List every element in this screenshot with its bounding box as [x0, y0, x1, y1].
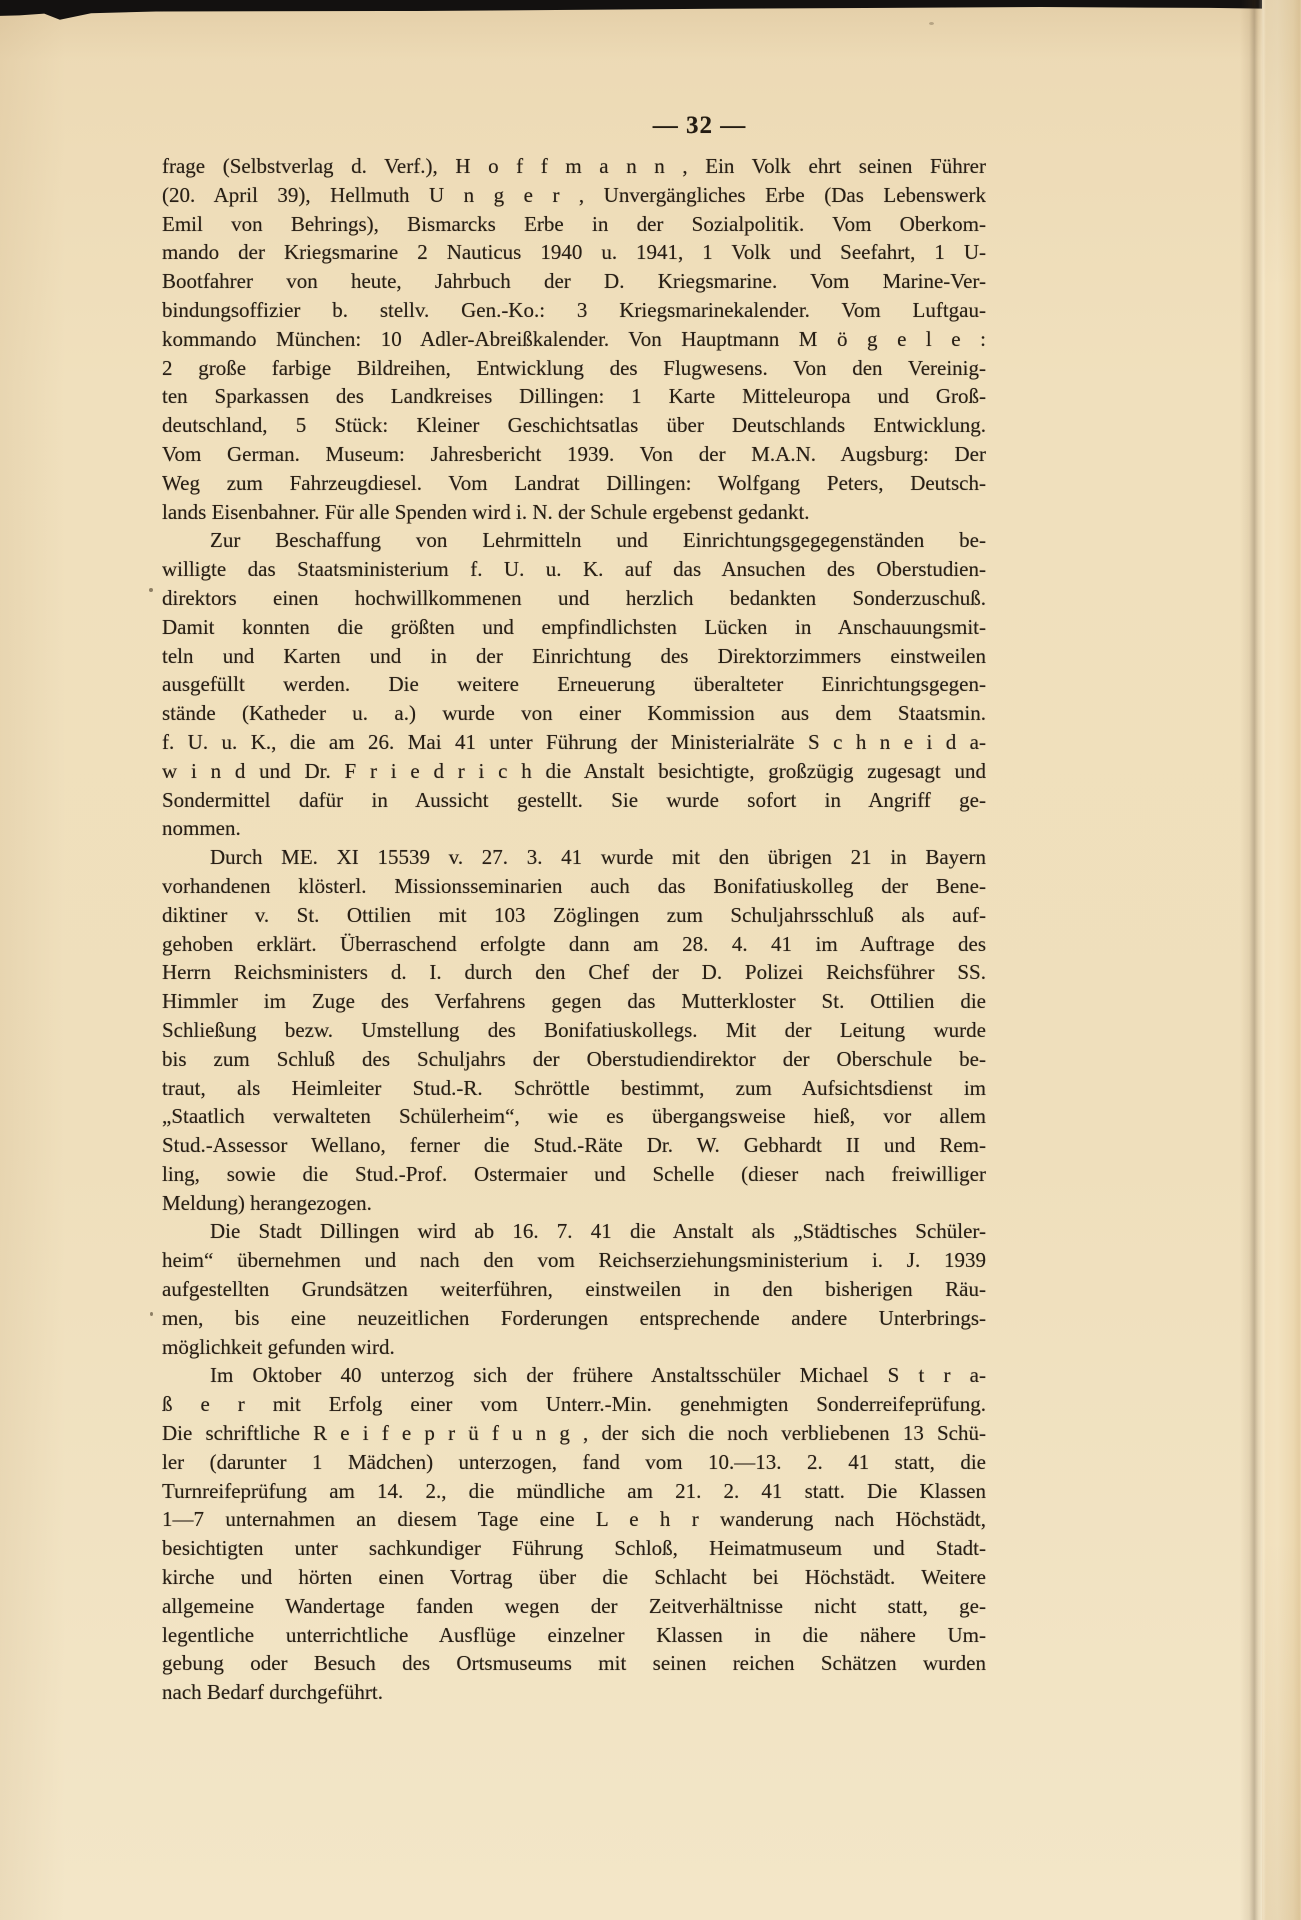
text-line: Die Stadt Dillingen wird ab 16. 7. 41 die Anstalt als „Städtisches Schüler- — [210, 1219, 986, 1244]
text-line: mando der Kriegsmarine 2 Nauticus 1940 u. 1941, 1 Volk und Seefahrt, 1 U- — [162, 240, 986, 265]
text-line: Damit konnten die größten und empfindlichsten Lücken in Anschauungsmit- — [162, 614, 986, 639]
text-line: Zur Beschaffung von Lehrmitteln und Einrichtungsgegegenständen be- — [210, 528, 986, 553]
text-line: w i n d und Dr. F r i e d r i c h die Anstalt besichtigte, großzügig zugesagt und — [162, 758, 986, 783]
text-line: Weg zum Fahrzeugdiesel. Vom Landrat Dillingen: Wolfgang Peters, Deutsch- — [162, 470, 986, 495]
text-line: Die schriftliche R e i f e p r ü f u n g , der sich die noch verbliebenen 13 Schü- — [162, 1421, 986, 1446]
text-line: Im Oktober 40 unterzog sich der frühere Anstaltsschüler Michael S t r a- — [210, 1363, 986, 1388]
text-line: frage (Selbstverlag d. Verf.), H o f f m a n n , Ein Volk ehrt seinen Führer — [162, 154, 986, 178]
text-line: ling, sowie die Stud.-Prof. Ostermaier und Schelle (dieser nach freiwilliger — [162, 1161, 986, 1186]
text-line: bindungsoffizier b. stellv. Gen.-Ko.: 3 Kriegsmarinekalender. Vom Luftgau- — [162, 297, 986, 322]
text-line: bis zum Schluß des Schuljahrs der Oberstudiendirektor der Oberschule be- — [162, 1046, 986, 1071]
text-line: men, bis eine neuzeitlichen Forderungen entsprechende andere Unterbrings- — [162, 1305, 986, 1330]
text-line: gehoben erklärt. Überraschend erfolgte dann am 28. 4. 41 im Auftrage des — [162, 931, 986, 956]
text-line: deutschland, 5 Stück: Kleiner Geschichtsatlas über Deutschlands Entwicklung. — [162, 413, 986, 438]
text-line: legentliche unterrichtliche Ausflüge einzelner Klassen in die nähere Um- — [162, 1622, 986, 1647]
text-line: ß e r mit Erfolg einer vom Unterr.-Min. genehmigten Sonderreifeprüfung. — [162, 1392, 986, 1417]
paper-speck — [149, 588, 153, 592]
page-fold-crease — [1240, 0, 1266, 1920]
text-line: lands Eisenbahner. Für alle Spenden wird i. N. der Schule ergebenst gedankt. — [162, 499, 810, 524]
text-line: willigte das Staatsministerium f. U. u. K. auf das Ansuchen des Oberstudien- — [162, 557, 986, 582]
text-line: vorhandenen klösterl. Missionsseminarien auch das Bonifatiuskolleg der Bene- — [162, 873, 986, 898]
paper-speck — [150, 1312, 153, 1316]
scan-top-edge — [0, 0, 1301, 22]
text-line: Turnreifeprüfung am 14. 2., die mündliche am 21. 2. 41 statt. Die Klassen — [162, 1478, 986, 1503]
page-right-edge — [1262, 0, 1301, 1920]
text-line: teln und Karten und in der Einrichtung des Direktorzimmers einstweilen — [162, 643, 986, 668]
text-line: nach Bedarf durchgeführt. — [162, 1680, 383, 1705]
text-line: Emil von Behrings), Bismarcks Erbe in der Sozialpolitik. Vom Oberkom- — [162, 211, 986, 236]
text-line: direktors einen hochwillkommenen und herzlich bedankten Sonderzuschuß. — [162, 585, 986, 610]
body-text — [162, 152, 986, 1707]
text-line: f. U. u. K., die am 26. Mai 41 unter Führung der Ministerialräte S c h n e i d a- — [162, 729, 986, 754]
text-line: (20. April 39), Hellmuth U n g e r , Unvergängliches Erbe (Das Lebenswerk — [162, 182, 986, 207]
text-line: gebung oder Besuch des Ortsmuseums mit seinen reichen Schätzen wurden — [162, 1651, 986, 1676]
text-line: Herrn Reichsministers d. I. durch den Chef der D. Polizei Reichsführer SS. — [162, 960, 986, 985]
text-line: ausgefüllt werden. Die weitere Erneuerung überalteter Einrichtungsgegen- — [162, 672, 986, 697]
text-line: Stud.-Assessor Wellano, ferner die Stud.-Räte Dr. W. Gebhardt II und Rem- — [162, 1133, 986, 1158]
text-line: Vom German. Museum: Jahresbericht 1939. Von der M.A.N. Augsburg: Der — [162, 441, 986, 466]
text-line: „Staatlich verwalteten Schülerheim“, wie es übergangsweise hieß, vor allem — [162, 1104, 986, 1129]
text-line: traut, als Heimleiter Stud.-R. Schröttle bestimmt, zum Aufsichtsdienst im — [162, 1075, 986, 1100]
text-line: aufgestellten Grundsätzen weiterführen, einstweilen in den bisherigen Räu- — [162, 1277, 986, 1302]
text-line: Himmler im Zuge des Verfahrens gegen das Mutterkloster St. Ottilien die — [162, 989, 986, 1014]
page-number: — 32 — — [652, 112, 747, 139]
text-line: Schließung bezw. Umstellung des Bonifatiuskollegs. Mit der Leitung wurde — [162, 1017, 986, 1042]
text-line: ler (darunter 1 Mädchen) unterzogen, fand vom 10.—13. 2. 41 statt, die — [162, 1449, 986, 1474]
text-line: kommando München: 10 Adler-Abreißkalender. Von Hauptmann M ö g e l e : — [162, 326, 986, 351]
text-line: Meldung) herangezogen. — [162, 1190, 372, 1215]
text-line: 1—7 unternahmen an diesem Tage eine L e h r wanderung nach Höchstädt, — [162, 1507, 986, 1532]
text-line: Sondermittel dafür in Aussicht gestellt. Sie wurde sofort in Angriff ge- — [162, 787, 986, 812]
text-line: möglichkeit gefunden wird. — [162, 1334, 395, 1359]
text-line: nommen. — [162, 816, 241, 841]
text-line: diktiner v. St. Ottilien mit 103 Zöglingen zum Schuljahrsschluß als auf- — [162, 902, 986, 927]
text-line: ten Sparkassen des Landkreises Dillingen: 1 Karte Mitteleuropa und Groß- — [162, 384, 986, 409]
text-line: stände (Katheder u. a.) wurde von einer Kommission aus dem Staatsmin. — [162, 701, 986, 726]
text-line: allgemeine Wandertage fanden wegen der Zeitverhältnisse nicht statt, ge- — [162, 1593, 986, 1618]
paper-speck — [929, 22, 934, 25]
text-line: besichtigten unter sachkundiger Führung Schloß, Heimatmuseum und Stadt- — [162, 1536, 986, 1561]
text-line: kirche und hörten einen Vortrag über die Schlacht bei Höchstädt. Weitere — [162, 1565, 986, 1590]
text-line: heim“ übernehmen und nach den vom Reichserziehungsministerium i. J. 1939 — [162, 1248, 986, 1273]
text-line: Bootfahrer von heute, Jahrbuch der D. Kriegsmarine. Vom Marine-Ver- — [162, 269, 986, 294]
text-line: Durch ME. XI 15539 v. 27. 3. 41 wurde mit den übrigen 21 in Bayern — [210, 845, 986, 870]
text-line: 2 große farbige Bildreihen, Entwicklung des Flugwesens. Von den Vereinig- — [162, 355, 986, 380]
